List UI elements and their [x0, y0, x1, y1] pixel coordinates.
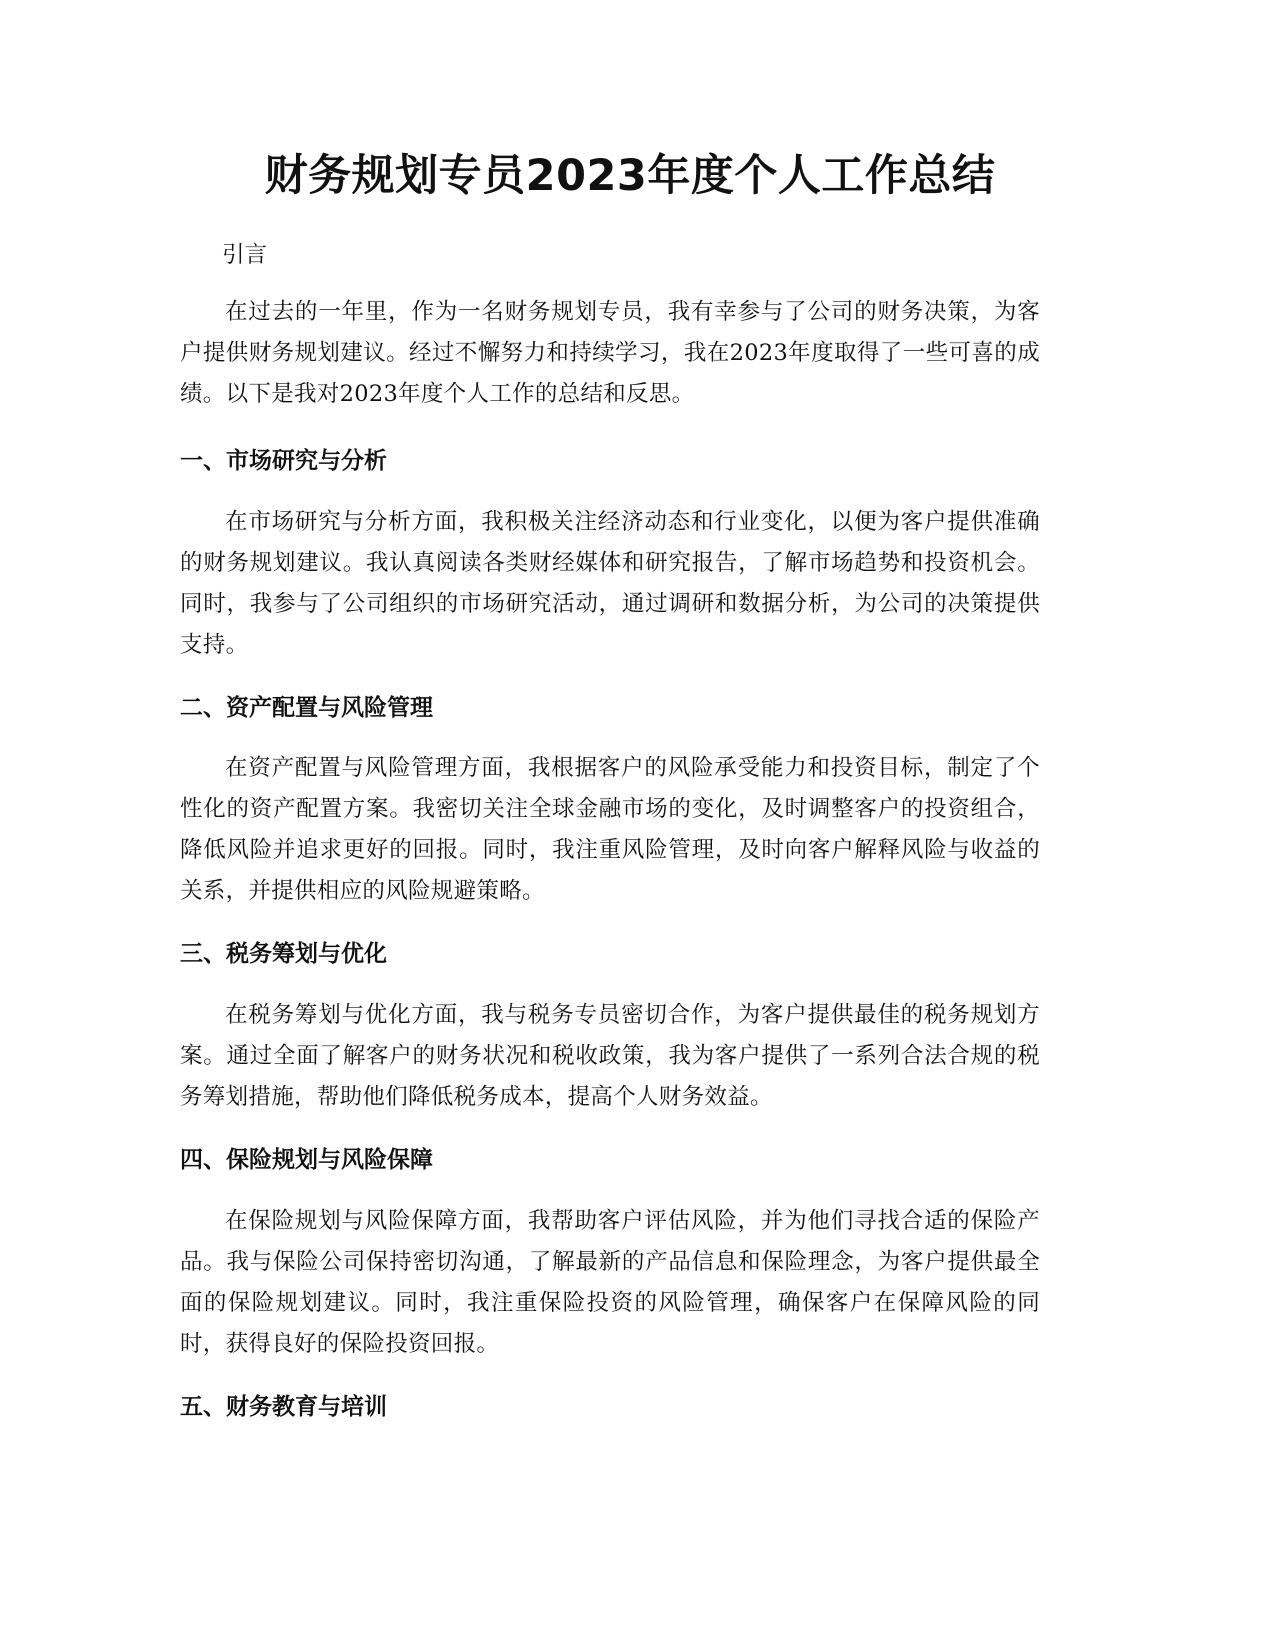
section-heading-3: 三、税务筹划与优化 — [180, 941, 387, 967]
section-paragraph-1: 在市场研究与分析方面，我积极关注经济动态和行业变化，以便为客户提供准确的财务规划建议。我认真阅读各类财经媒体和研究报告，了解市场趋势和投资机会。同时，我参与了公司组织的市场研究活动，通过调研和数据分析，为公司的决策提供支持。 — [180, 509, 1040, 658]
section-heading-2: 二、资产配置与风险管理 — [180, 695, 433, 721]
intro-label: 引言 — [222, 242, 268, 268]
intro-paragraph: 在过去的一年里，作为一名财务规划专员，我有幸参与了公司的财务决策，为客户提供财务规划建议。经过不懈努力和持续学习，我在2023年度取得了一些可喜的成绩。以下是我对2023年度个人工作的总结和反思。 — [180, 299, 1040, 407]
section-heading-5: 五、财务教育与培训 — [180, 1394, 387, 1420]
section-paragraph-4: 在保险规划与风险保障方面，我帮助客户评估风险，并为他们寻找合适的保险产品。我与保险公司保持密切沟通，了解最新的产品信息和保险理念，为客户提供最全面的保险规划建议。同时，我注重保险投资的风险管理，确保客户在保障风险的同时，获得良好的保险投资回报。 — [180, 1208, 1040, 1357]
section-paragraph-2: 在资产配置与风险管理方面，我根据客户的风险承受能力和投资目标，制定了个性化的资产配置方案。我密切关注全球金融市场的变化，及时调整客户的投资组合，降低风险并追求更好的回报。同时，我注重风险管理，及时向客户解释风险与收益的关系，并提供相应的风险规避策略。 — [180, 755, 1040, 904]
section-heading-4: 四、保险规划与风险保障 — [180, 1147, 433, 1173]
document-title: 财务规划专员2023年度个人工作总结 — [264, 151, 996, 201]
section-paragraph-3: 在税务筹划与优化方面，我与税务专员密切合作，为客户提供最佳的税务规划方案。通过全面了解客户的财务状况和税收政策，我为客户提供了一系列合法合规的税务筹划措施，帮助他们降低税务成本，提高个人财务效益。 — [180, 1002, 1040, 1110]
section-heading-1: 一、市场研究与分析 — [180, 448, 387, 474]
